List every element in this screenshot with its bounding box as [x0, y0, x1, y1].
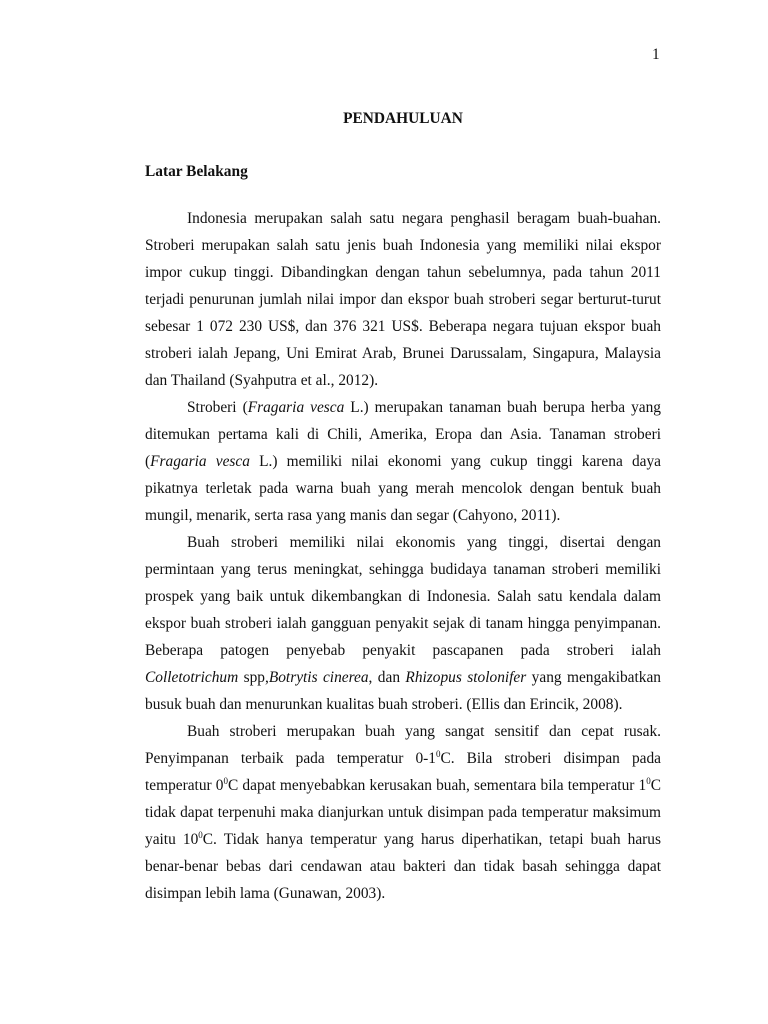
species-name: Fragaria vesca: [247, 399, 345, 416]
text-span: L.) merupakan tanaman buah berupa herba yang ditemukan pertama kali di Chili, Amerika, Eropa dan Asia. Tanaman stroberi (: [145, 399, 661, 470]
text-span: C. Bila stroberi disimpan pada temperatur 0: [145, 750, 661, 794]
page-title: PENDAHULUAN: [343, 110, 463, 127]
superscript: 0: [435, 749, 441, 759]
species-name: Rhizopus stolonifer: [405, 669, 527, 686]
text-span: Stroberi (: [187, 399, 248, 416]
text-span: yang mengakibatkan busuk buah dan menurunkan kualitas buah stroberi. (Ellis dan Erincik, 2008).: [145, 669, 661, 713]
text-span: , dan: [368, 669, 406, 686]
body-text: [145, 205, 661, 907]
section-heading: Latar Belakang: [145, 163, 248, 180]
species-name: Botrytis cinerea: [268, 669, 369, 686]
text-span: L.) memiliki nilai ekonomi yang cukup tinggi karena daya pikatnya terletak pada warna buah yang merah mencolok dengan bentuk buah mungil, menarik, serta rasa yang manis dan segar (Cahyono, 2011).: [145, 453, 662, 524]
paragraph-2: [145, 394, 661, 529]
text-span: C tidak dapat terpenuhi maka dianjurkan untuk disimpan pada temperatur maksimum yaitu 10: [145, 777, 662, 848]
text-span: C. Tidak hanya temperatur yang harus diperhatikan, tetapi buah harus benar-benar bebas dari cendawan atau bakteri dan tidak basah sehingga dapat disimpan lebih lama (Gunawan, 2003).: [145, 831, 661, 902]
text-span: C dapat menyebabkan kerusakan buah, sementara bila temperatur 1: [228, 777, 647, 794]
text-span: Buah stroberi memiliki nilai ekonomis yang tinggi, disertai dengan permintaan yang terus meningkat, sehingga budidaya tanaman stroberi memiliki prospek yang baik untuk dikembangkan di Indonesia. Salah satu kendala dalam ekspor buah stroberi ialah gangguan penyakit sejak di tanam hingga penyimpanan. Beberapa patogen penyebab penyakit pascapanen pada stroberi ialah: [145, 534, 661, 659]
text-span: Buah stroberi merupakan buah yang sangat sensitif dan cepat rusak. Penyimpanan terbaik pada temperatur 0-1: [145, 723, 661, 767]
paragraph-1: Indonesia merupakan salah satu negara penghasil beragam buah-buahan. Stroberi merupakan salah satu jenis buah Indonesia yang memiliki nilai ekspor impor cukup tinggi. Dibandingkan dengan tahun sebelumnya, pada tahun 2011 terjadi penurunan jumlah nilai impor dan ekspor buah stroberi segar berturut-turut sebesar 1 072 230 US$, dan 376 321 US$. Beberapa negara tujuan ekspor buah stroberi ialah Jepang, Uni Emirat Arab, Brunei Darussalam, Singapura, Malaysia dan Thailand (Syahputra et al., 2012).: [145, 210, 661, 389]
text-span: spp,: [238, 669, 269, 686]
paragraph-4: [145, 718, 661, 907]
page-number: 1: [652, 46, 660, 63]
species-name: Colletotrichum: [145, 669, 239, 686]
paragraph-3: [145, 529, 661, 718]
superscript: 0: [198, 830, 203, 840]
species-name: Fragaria vesca: [150, 453, 250, 470]
superscript: 0: [646, 776, 651, 786]
superscript: 0: [223, 776, 229, 786]
